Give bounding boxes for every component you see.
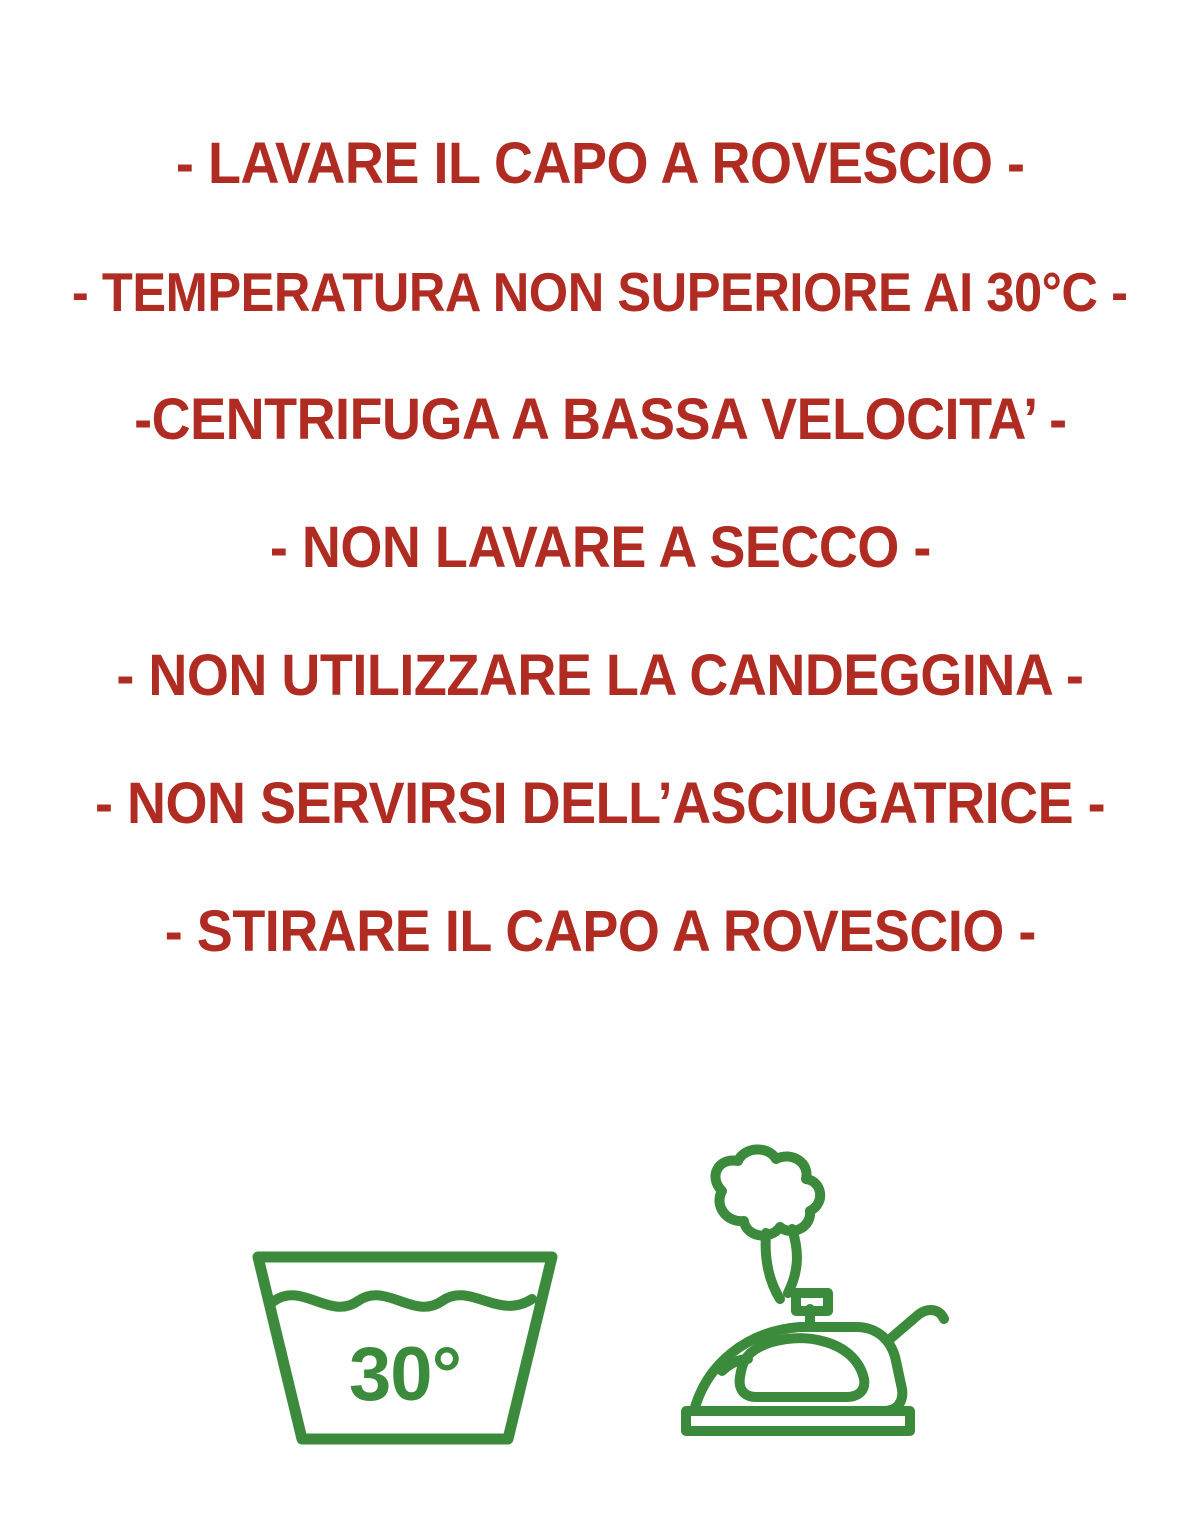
care-symbols-row xyxy=(0,1143,1200,1453)
instruction-line: - NON LAVARE A SECCO - xyxy=(269,515,931,580)
instruction-line: - STIRARE IL CAPO A ROVESCIO - xyxy=(164,899,1036,964)
wash-temperature-label: 30° xyxy=(349,1332,461,1417)
instruction-line: - NON SERVIRSI DELL’ASCIUGATRICE - xyxy=(94,771,1106,836)
instruction-line: - NON UTILIZZARE LA CANDEGGINA - xyxy=(116,643,1084,708)
instruction-line: - LAVARE IL CAPO A ROVESCIO - xyxy=(175,131,1025,196)
instruction-line: -CENTRIFUGA A BASSA VELOCITA’ - xyxy=(133,387,1067,452)
instruction-line: - TEMPERATURA NON SUPERIORE AI 30°C - xyxy=(72,261,1128,323)
wash-tub-30-icon xyxy=(240,1243,570,1453)
iron-steam-icon xyxy=(660,1143,960,1453)
